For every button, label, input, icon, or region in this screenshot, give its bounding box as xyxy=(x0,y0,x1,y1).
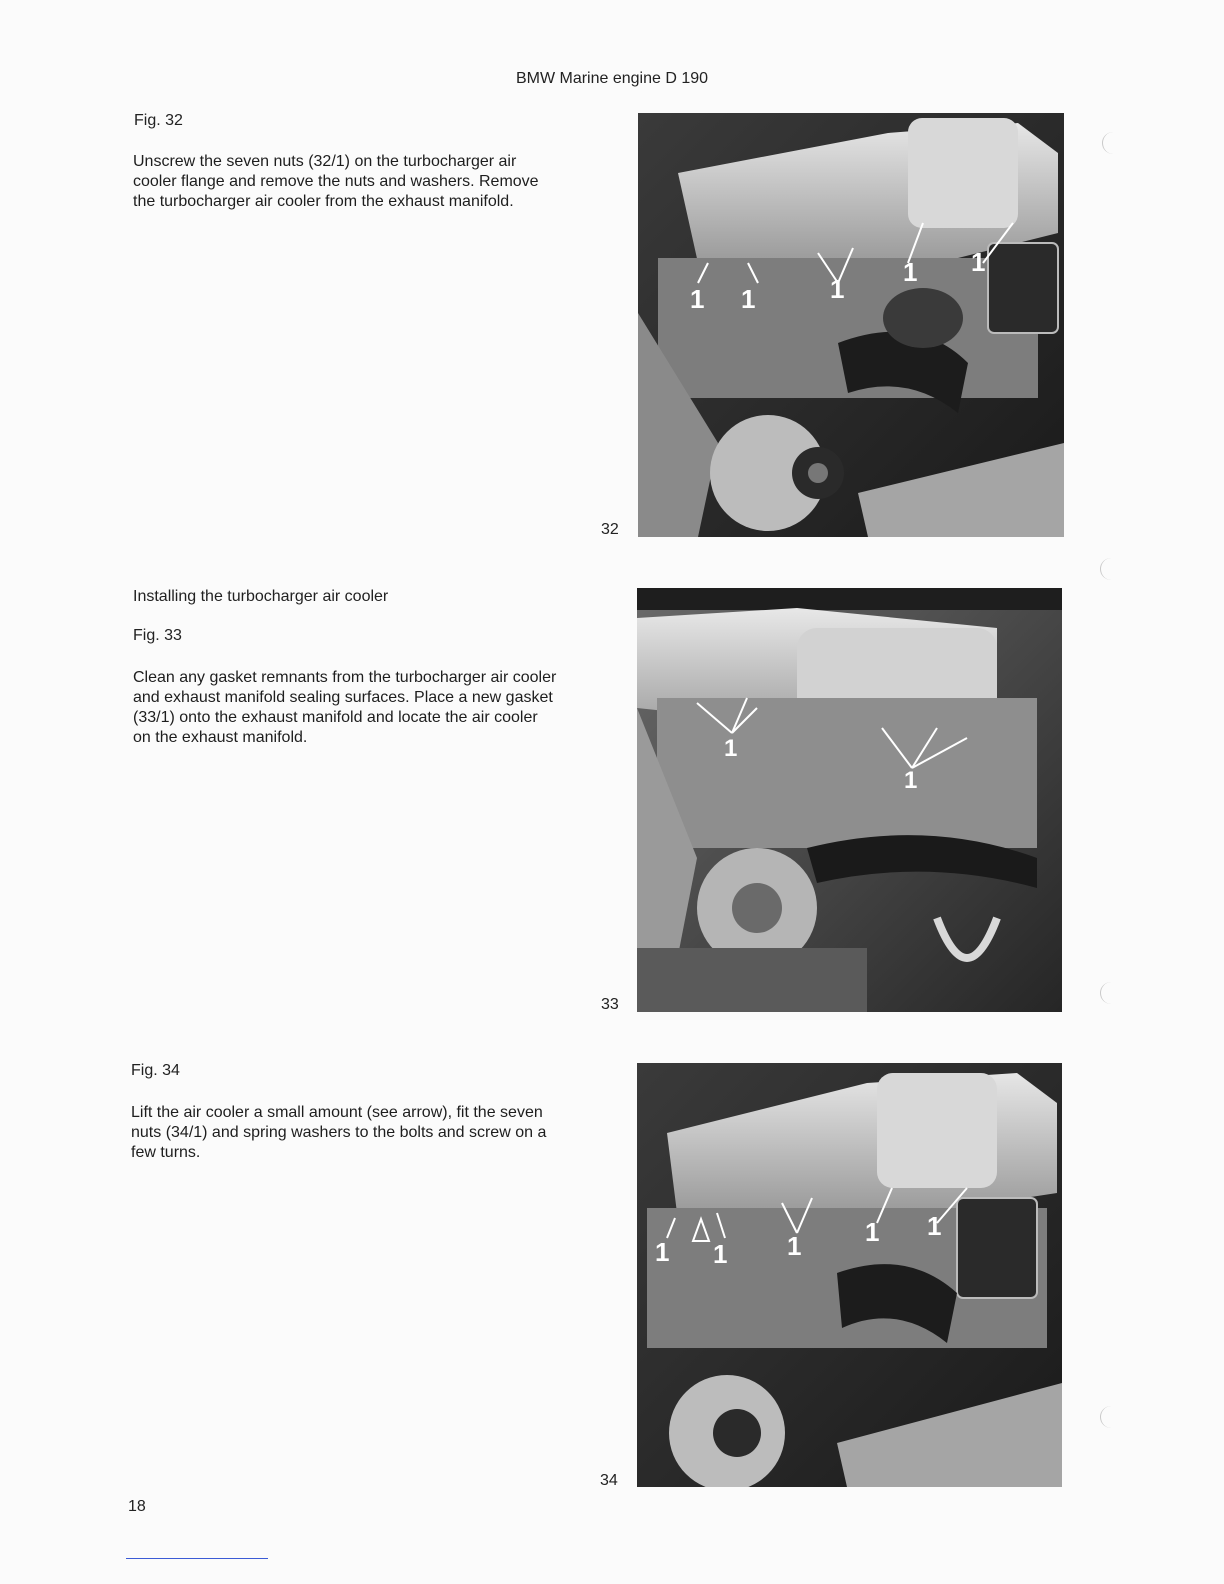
fig-34-callout: 1 xyxy=(865,1217,880,1247)
fig-33-label: Fig. 33 xyxy=(133,627,182,644)
binder-hole-mark xyxy=(1100,982,1119,1004)
fig-33-photo xyxy=(637,588,1062,1012)
footer-rule xyxy=(126,1558,268,1559)
section-title: Installing the turbocharger air cooler xyxy=(133,588,389,605)
fig-34-callout: 1 xyxy=(927,1211,942,1241)
fig-32-number: 32 xyxy=(601,521,619,538)
fig-32-callout: 1 xyxy=(903,257,918,287)
fig-34-instructions: Lift the air cooler a small amount (see arrow), fit the seven nuts (34/1) and spring washers to the bolts and screw on a few turns. xyxy=(131,1104,547,1161)
fig-32-callout: 1 xyxy=(971,247,986,277)
page-number: 18 xyxy=(128,1498,146,1515)
fig-33-callout: 1 xyxy=(724,735,738,762)
fig-32-label: Fig. 32 xyxy=(134,112,183,129)
fig-33-number: 33 xyxy=(601,996,619,1013)
fig-32-callout: 1 xyxy=(690,284,705,314)
page-header: BMW Marine engine D 190 xyxy=(515,70,709,87)
fig-33-callout: 1 xyxy=(904,767,918,794)
fig-34-callout: 1 xyxy=(787,1231,802,1261)
binder-hole-mark xyxy=(1100,558,1119,580)
binder-hole-mark xyxy=(1102,132,1121,154)
fig-32-photo xyxy=(638,113,1064,537)
fig-34-callout: 1 xyxy=(713,1239,728,1269)
fig-33-instructions: Clean any gasket remnants from the turbocharger air cooler and exhaust manifold sealing surfaces. Place a new gasket (33/1) onto the exhaust manifold and locate the air cooler on the exhaust manifold. xyxy=(133,669,557,746)
fig-32-instructions: Unscrew the seven nuts (32/1) on the turbocharger air cooler flange and remove the nuts and washers. Remove the turbocharger air cooler from the exhaust manifold. xyxy=(133,153,539,210)
fig-34-number: 34 xyxy=(600,1472,618,1489)
fig-32-callout: 1 xyxy=(830,274,845,304)
fig-32-callout: 1 xyxy=(741,284,756,314)
binder-hole-mark xyxy=(1100,1406,1119,1428)
fig-34-label: Fig. 34 xyxy=(131,1062,180,1079)
fig-34-photo xyxy=(637,1063,1062,1487)
fig-34-callout: 1 xyxy=(655,1237,670,1267)
